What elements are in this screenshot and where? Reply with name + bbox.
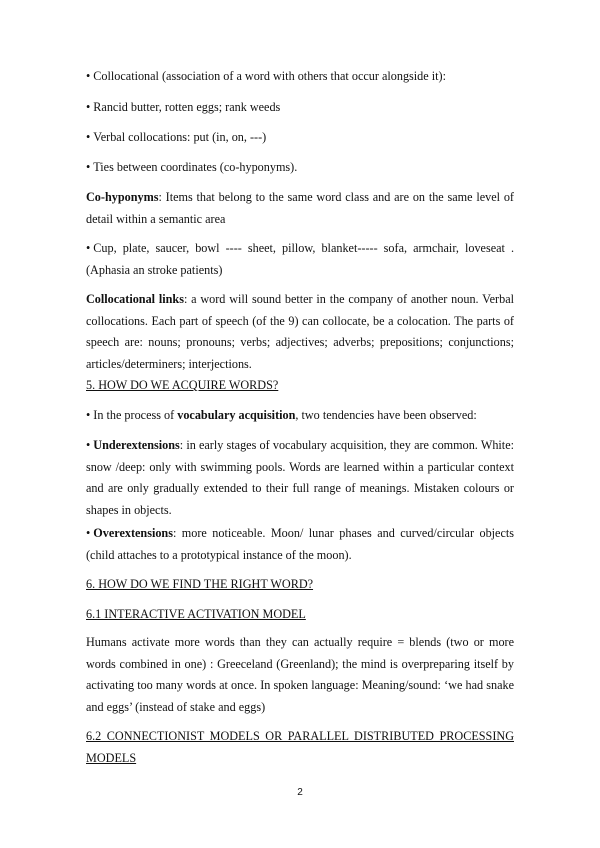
bullet-glyph: • (86, 438, 91, 452)
bullet-overextensions (86, 523, 514, 566)
bullet-glyph: • (86, 241, 91, 255)
bullet-collocational (86, 66, 514, 88)
bullet-rancid-butter (86, 97, 514, 119)
bullet-glyph: • (86, 160, 91, 174)
definition-overextensions: : more noticeable. Moon/ lunar phases and curved/circular objects (child attaches to a prototypical instance of the moon). (86, 526, 514, 562)
heading-section-6-1: 6.1 INTERACTIVE ACTIVATION MODEL (86, 607, 306, 621)
bullet-verbal-collocations (86, 127, 514, 149)
bullet-text: Rancid butter, rotten eggs; rank weeds (93, 100, 281, 114)
definition-underextensions: : in early stages of vocabulary acquisition, they are common. White: snow /deep: only with swimming pools. Words are learned within a particular context and are only gradually extended to their full range of meanings. Mistaken colours or shapes in objects. (86, 438, 514, 517)
term-collocational-links: Collocational links (86, 292, 184, 306)
bullet-text: Collocational (association of a word with others that occur alongside it): (93, 69, 446, 83)
bullet-glyph: • (86, 526, 91, 540)
bullet-text: Ties between coordinates (co-hyponyms). (93, 160, 298, 174)
heading-section-6-2: 6.2 CONNECTIONIST MODELS OR PARALLEL DISTRIBUTED PROCESSING MODELS (86, 729, 514, 765)
heading-section-6: 6. HOW DO WE FIND THE RIGHT WORD? (86, 577, 314, 591)
definition-collocational-links: : a word will sound better in the company of another noun. Verbal collocations. Each part of speech (of the 9) can collocate, be a colocation. The parts of speech are: nouns; pronouns; verbs; adjectives; adverbs; prepositions; conjunctions; articles/determiners; interjections. (86, 292, 514, 371)
paragraph-collocational-links (86, 289, 514, 375)
bullet-underextensions (86, 435, 514, 521)
paragraph-interactive-activation: Humans activate more words than they can actually require = blends (two or more words combined in one) : Greeceland (Greenland); the mind is overpreparing itself by activating too many words at once. In spoken language: Meaning/sound: ‘we had snake and eggs’ (instead of stake and eggs) (86, 635, 514, 714)
bullet-text: Cup, plate, saucer, bowl ---- sheet, pillow, blanket----- sofa, armchair, loveseat . (Aphasia an stroke patients) (86, 241, 514, 277)
heading-section-5: 5. HOW DO WE ACQUIRE WORDS? (86, 378, 279, 392)
bullet-text: Verbal collocations: put (in, on, ---) (93, 130, 267, 144)
page-number: 2 (297, 787, 303, 798)
bullet-ties-between-coordinates (86, 157, 514, 179)
bullet-glyph: • (86, 100, 91, 114)
term-cohyponyms: Co-hyponyms (86, 190, 159, 204)
term-underextensions: Underextensions (93, 438, 180, 452)
term-overextensions: Overextensions (93, 526, 173, 540)
bullet-cup-plate (86, 238, 514, 281)
bullet-glyph: • (86, 69, 91, 83)
bullet-vocabulary-acquisition (86, 405, 514, 427)
acq-pre: In the process of (93, 408, 178, 422)
bullet-glyph: • (86, 130, 91, 144)
acq-post: , two tendencies have been observed: (295, 408, 477, 422)
term-vocabulary-acquisition: vocabulary acquisition (177, 408, 296, 422)
bullet-glyph: • (86, 408, 91, 422)
paragraph-cohyponyms (86, 187, 514, 230)
definition-cohyponyms: : Items that belong to the same word class and are on the same level of detail within a semantic area (86, 190, 514, 226)
